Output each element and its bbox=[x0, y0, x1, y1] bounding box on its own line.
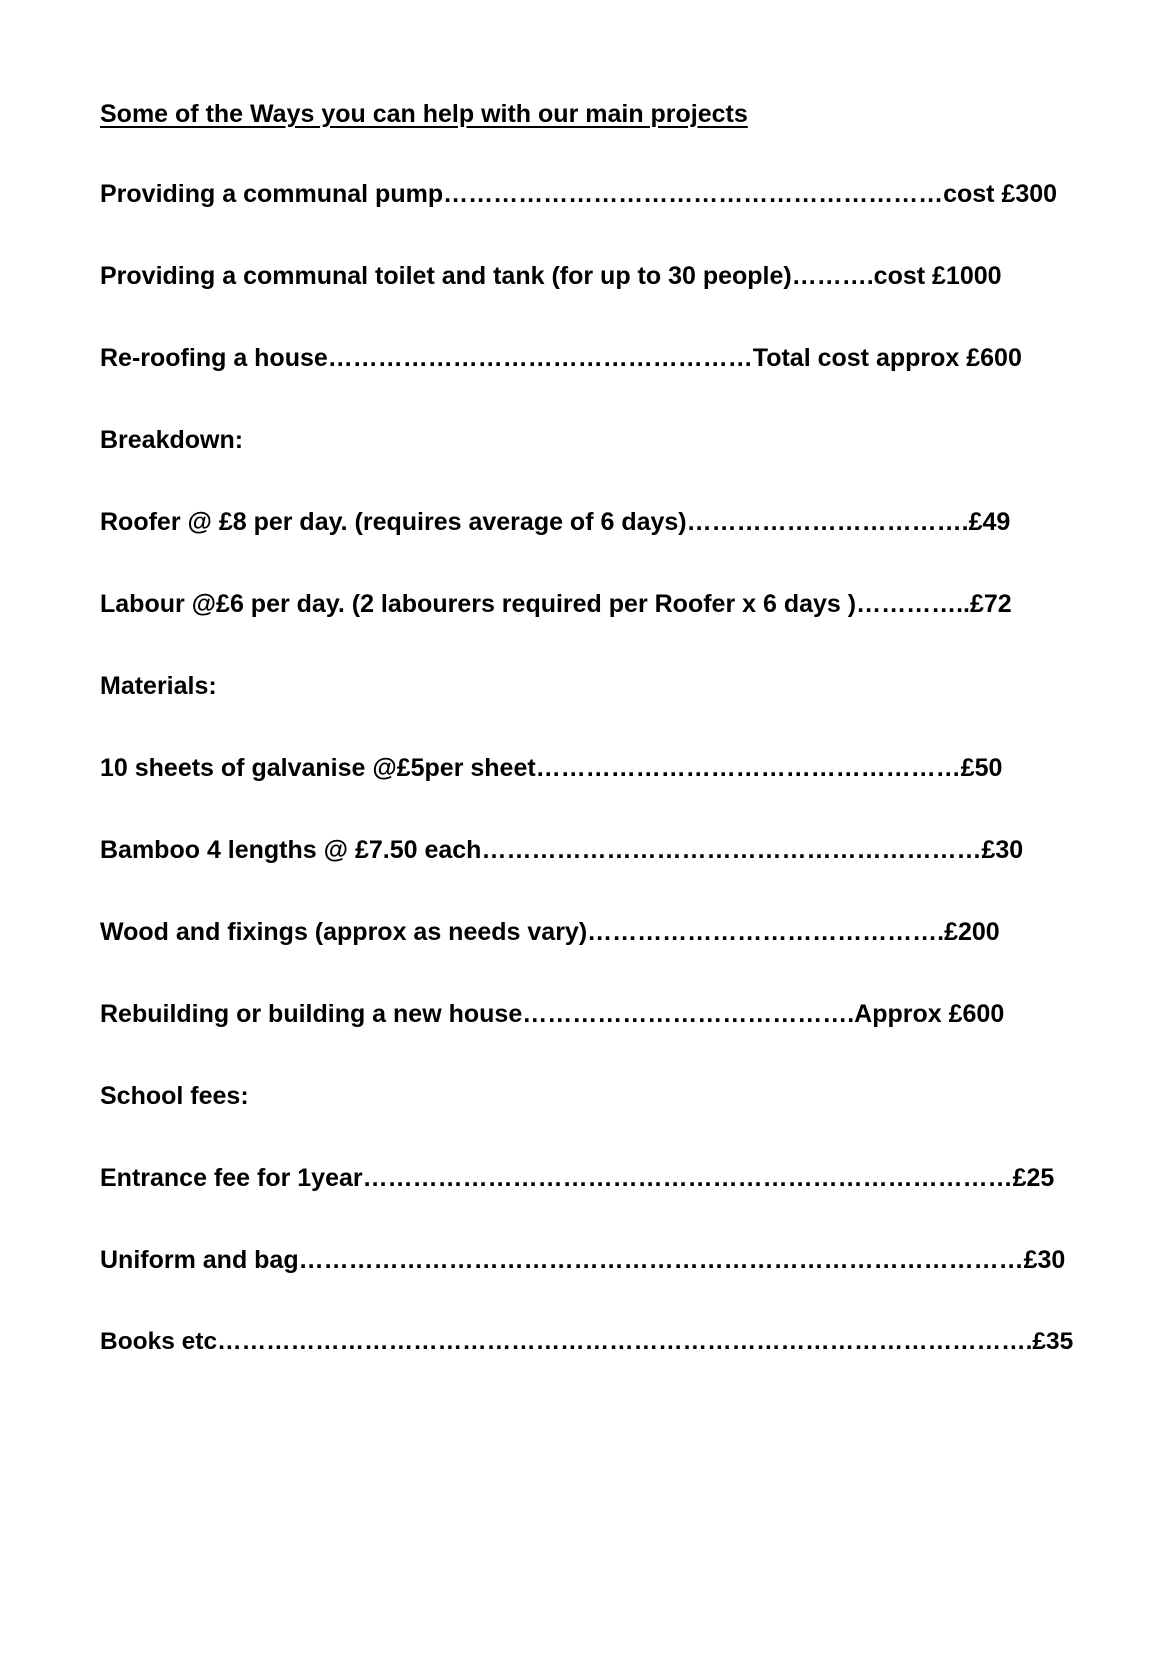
cost-line-uniform-bag: Uniform and bag……………………………………………………………………………£30 bbox=[100, 1246, 1066, 1274]
cost-line-bamboo: Bamboo 4 lengths @ £7.50 each……………………………………………………£30 bbox=[100, 836, 1024, 864]
cost-line-communal-toilet: Providing a communal toilet and tank (for up to 30 people)……….cost £1000 bbox=[100, 262, 1002, 290]
section-label-breakdown: Breakdown: bbox=[100, 426, 244, 454]
cost-line-re-roofing: Re-roofing a house……………………………………………Total cost approx £600 bbox=[100, 344, 1022, 372]
cost-line-galvanise: 10 sheets of galvanise @£5per sheet……………………………………………£50 bbox=[100, 754, 1003, 782]
cost-line-wood-fixings: Wood and fixings (approx as needs vary)…………………………………….£200 bbox=[100, 918, 1000, 946]
cost-line-books: Books etc……………………………………………………………………………………….£35 bbox=[100, 1328, 1074, 1355]
page-heading: Some of the Ways you can help with our main projects bbox=[100, 100, 748, 128]
cost-line-new-house: Rebuilding or building a new house………………………………….Approx £600 bbox=[100, 1000, 1005, 1028]
cost-line-roofer: Roofer @ £8 per day. (requires average of 6 days)…………………………….£49 bbox=[100, 508, 1011, 536]
section-label-school-fees: School fees: bbox=[100, 1082, 249, 1110]
cost-line-labour: Labour @£6 per day. (2 labourers required per Roofer x 6 days )…………..£72 bbox=[100, 590, 1012, 618]
cost-line-communal-pump: Providing a communal pump……………………………………………………cost £300 bbox=[100, 180, 1058, 208]
cost-line-entrance-fee: Entrance fee for 1year……………………………………………………………………£25 bbox=[100, 1164, 1055, 1192]
section-label-materials: Materials: bbox=[100, 672, 217, 700]
